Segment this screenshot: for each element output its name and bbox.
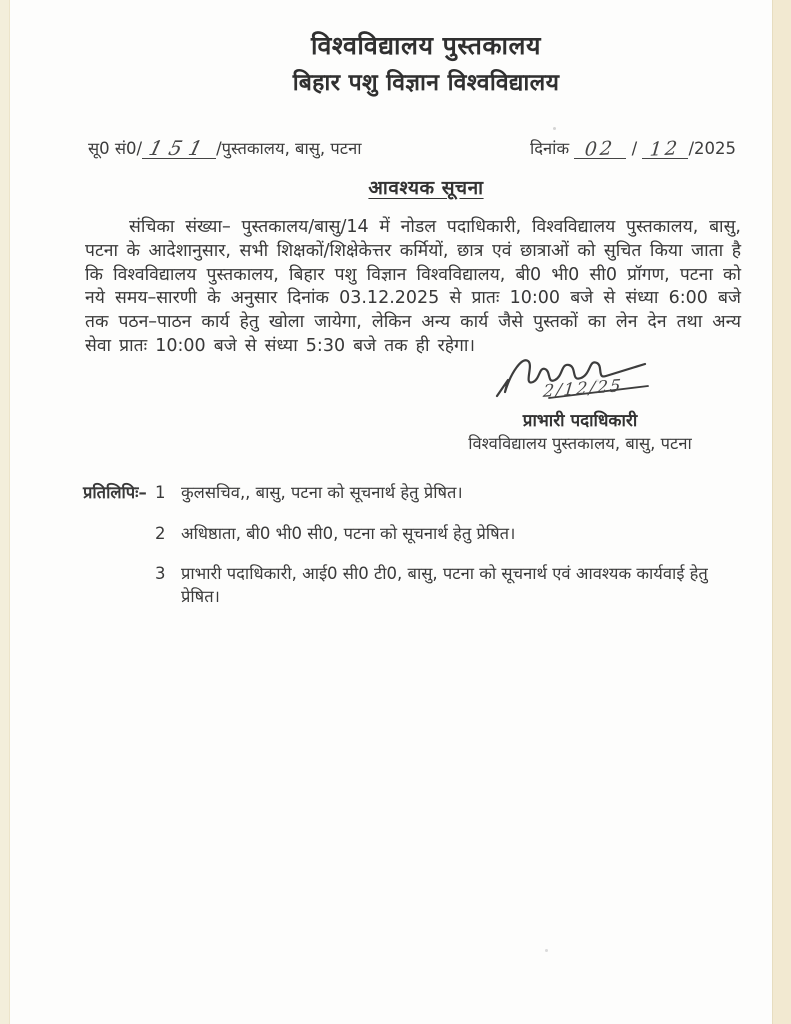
date-separator: /: [631, 139, 638, 158]
copies-section: [83, 481, 733, 626]
date-field: [530, 136, 736, 159]
date-day-blank: [574, 136, 626, 159]
date-month-blank: [642, 136, 688, 159]
signatory-organization: विश्वविद्यालय पुस्तकालय, बासु, पटना: [468, 434, 692, 453]
scan-speckle: [596, 379, 599, 382]
reference-suffix: /पुस्तकालय, बासु, पटना: [216, 139, 362, 158]
scan-speckle: [545, 949, 548, 952]
copy-item-text: अधिष्ठाता, बी0 भी0 सी0, पटना को सूचनार्थ हेतु प्रेषित।: [181, 523, 516, 543]
letterhead-subtitle: बिहार पशु विज्ञान विश्वविद्यालय: [292, 70, 560, 96]
reference-number-blank: [142, 134, 216, 159]
notice-body: संचिका संख्या– पुस्तकालय/बासु/14 में नोडल पदाधिकारी, विश्वविद्यालय पुस्तकालय, बासु, पटना के आदेशानुसार, सभी शिक्षकों/शिक्षेकेत्तर कर्मियों, छात्र एवं छात्राओं को सुचित किया जाता है कि विश्वविद्यालय पुस्तकालय, बिहार पशु विज्ञान विश्वविद्यालय, बी0 भी0 सी0 प्रॉगण, पटना को नये समय–सारणी के अनुसार दिनांक 03.12.2025 से प्रातः 10:00 बजे से संध्या 6:00 बजे तक पठन–पाठन कार्य हेतु खोला जायेगा, लेकिन अन्य कार्य जैसे पुस्तकों का लेन देन तथा अन्य सेवा प्रातः 10:00 बजे से संध्या 5:30 बजे तक ही रहेगा।: [85, 217, 741, 356]
notice-heading: आवश्यक सूचना: [368, 177, 484, 199]
date-label: दिनांक: [529, 139, 570, 158]
copies-label: प्रतिलिपिः–: [83, 483, 147, 502]
handwritten-day: 02: [584, 137, 617, 161]
handwritten-reference-number: 151: [146, 136, 212, 160]
reference-date-line: [88, 134, 736, 159]
signatory-designation: प्राभारी पदाधिकारी: [522, 411, 638, 431]
reference-prefix: सू0 सं0/: [88, 139, 143, 158]
copy-item: [83, 522, 733, 545]
copy-item: [83, 481, 733, 504]
reference-number: [88, 134, 362, 159]
scan-edge-right: [772, 0, 791, 1024]
letterhead: [293, 28, 559, 97]
copy-item-text: प्राभारी पदाधिकारी, आई0 सी0 टी0, बासु, पटना को सूचनार्थ एवं आवश्यक कार्यवाई हेतु प्रेषित।: [181, 564, 708, 606]
scan-edge-left: [0, 0, 10, 1024]
copy-item-number: 1: [155, 483, 166, 502]
copy-item-text: कुलसचिव,, बासु, पटना को सूचनार्थ हेतु प्रेषित।: [181, 483, 463, 502]
signature-handwritten-date: 2/12/25: [542, 376, 624, 402]
date-year: /2025: [688, 139, 736, 158]
copy-item-number: 3: [155, 564, 166, 583]
copy-item: [83, 562, 733, 608]
copy-item-number: 2: [155, 523, 166, 543]
letterhead-title: विश्वविद्यालय पुस्तकालय: [311, 31, 541, 60]
handwritten-month: 12: [649, 137, 682, 161]
scan-speckle: [553, 127, 556, 130]
